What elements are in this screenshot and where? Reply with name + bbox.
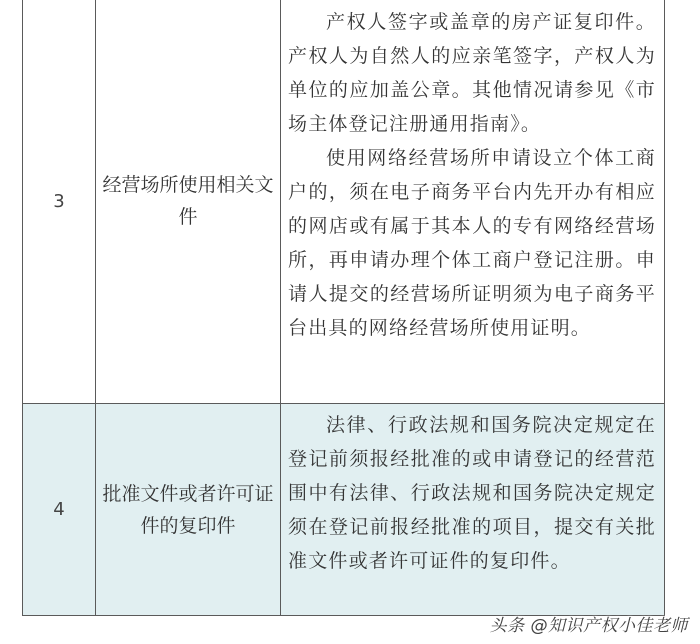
document-description bbox=[281, 404, 665, 616]
document-name: 批准文件或者许可证件的复印件 bbox=[96, 404, 281, 616]
row-number: 4 bbox=[23, 404, 96, 616]
watermark: 头条 @知识产权小佳老师 bbox=[489, 616, 688, 636]
requirements-table bbox=[22, 0, 665, 616]
table-row bbox=[23, 0, 665, 404]
table-row bbox=[23, 404, 665, 616]
row-number: 3 bbox=[23, 0, 96, 404]
document-description bbox=[281, 0, 665, 404]
document-name: 经营场所使用相关文件 bbox=[96, 0, 281, 404]
description-paragraph: 法律、行政法规和国务院决定规定在登记前须报经批准的或申请登记的经营范围中有法律、行政法规和国务院决定规定须在登记前报经批准的项目，提交有关批准文件或者许可证件的复印件。 bbox=[288, 414, 656, 572]
description-paragraph: 产权人签字或盖章的房产证复印件。产权人为自然人的应亲笔签字，产权人为单位的应加盖公章。其他情况请参见《市场主体登记注册通用指南》。 bbox=[288, 11, 656, 135]
description-paragraph: 使用网络经营场所申请设立个体工商户的，须在电子商务平台内先开办有相应的网店或有属于其本人的专有网络经营场所，再申请办理个体工商户登记注册。申请人提交的经营场所证明须为电子商务平台出具的网络经营场所使用证明。 bbox=[288, 147, 656, 339]
